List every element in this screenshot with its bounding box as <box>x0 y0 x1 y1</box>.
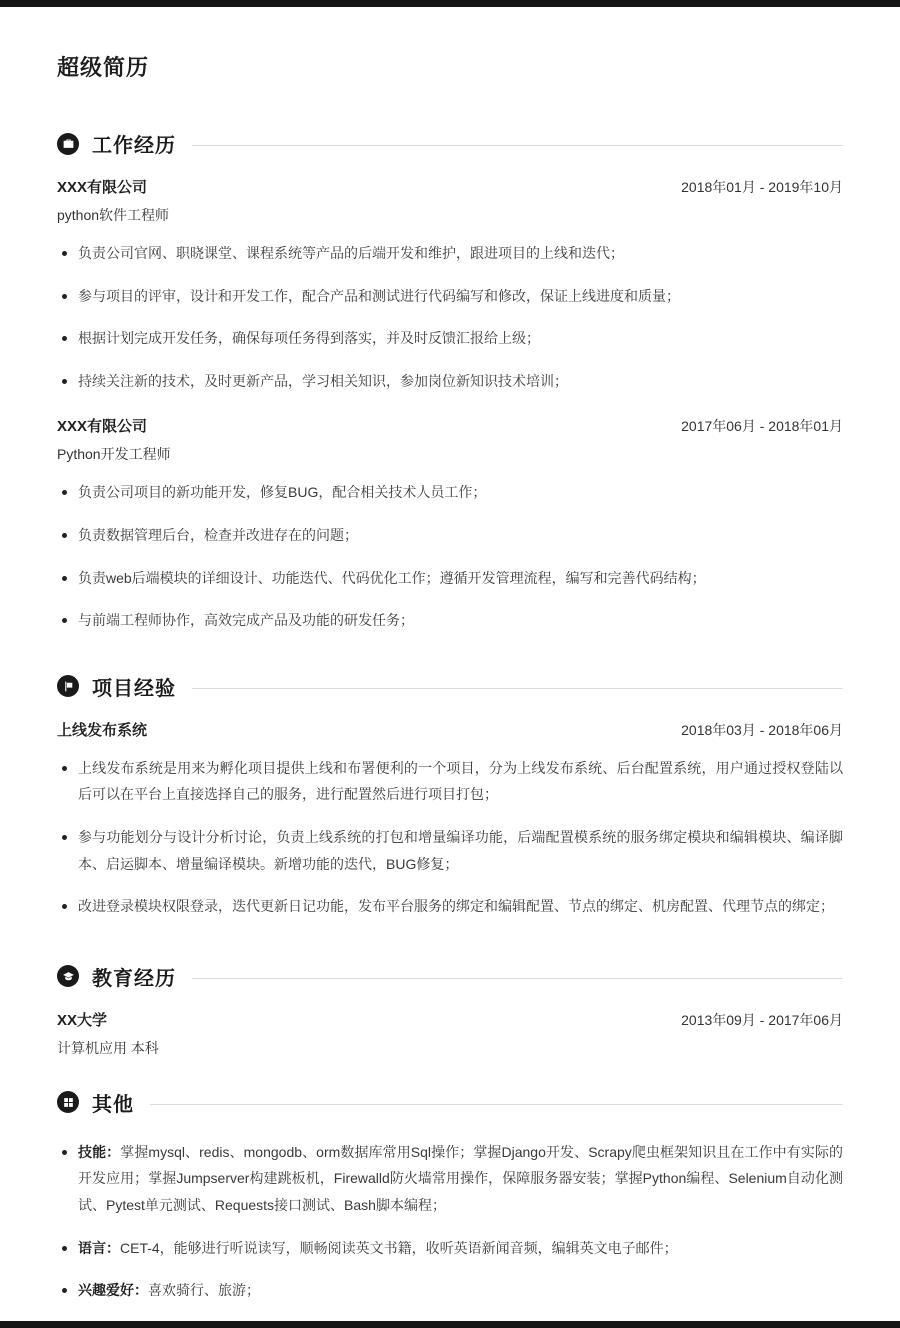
section-title-other: 其他 <box>92 1093 134 1116</box>
project-bullet: 上线发布系统是用来为孵化项目提供上线和布署便利的一个项目，分为上线发布系统、后台配置系统，用户通过授权登陆以后可以在平台上直接选择自己的服务，进行配置然后进行项目打包； <box>57 755 843 808</box>
work-bullet-list <box>57 240 843 394</box>
resume-content <box>0 51 900 1304</box>
other-bullet-language <box>57 1235 843 1262</box>
project-bullet-list <box>57 755 843 920</box>
work-bullet: 持续关注新的技术，及时更新产品，学习相关知识，参加岗位新知识技术培训； <box>57 368 843 395</box>
section-rule <box>150 1104 843 1105</box>
resume-title: 超级简历 <box>57 55 150 80</box>
other-bullet-label: 兴趣爱好： <box>78 1282 148 1299</box>
work-bullet: 负责数据管理后台，检查并改进存在的问题； <box>57 522 843 549</box>
section-rule <box>192 145 843 146</box>
project-name: 上线发布系统 <box>57 721 148 739</box>
education-entry-header <box>57 1009 843 1030</box>
section-header-project <box>57 672 843 701</box>
project-entry-header <box>57 719 843 740</box>
work-entry <box>57 415 843 633</box>
work-entry-header <box>57 415 843 436</box>
other-bullet-hobbies <box>57 1277 843 1304</box>
other-bullet-list <box>57 1139 843 1304</box>
page-bottom-bar <box>0 1321 900 1328</box>
section-title-work: 工作经历 <box>92 135 176 157</box>
school-name: XX大学 <box>57 1011 108 1029</box>
section-header-education <box>57 962 843 991</box>
section-header-other <box>57 1088 843 1117</box>
work-bullet: 负责web后端模块的详细设计、功能迭代、代码优化工作；遵循开发管理流程，编写和完善代码结构； <box>57 565 843 592</box>
education-entry <box>57 1009 843 1058</box>
job-title: Python开发工程师 <box>57 446 171 463</box>
work-date-range: 2017年06月 - 2018年01月 <box>681 418 843 435</box>
grid-icon <box>57 1091 79 1113</box>
company-name: XXX有限公司 <box>57 179 148 196</box>
briefcase-icon <box>57 133 79 155</box>
work-bullet-list <box>57 479 843 633</box>
section-header-work <box>57 129 843 158</box>
work-date-range: 2018年01月 - 2019年10月 <box>681 179 843 195</box>
section-rule <box>192 978 843 979</box>
other-bullet-skills <box>57 1139 843 1219</box>
project-date-range: 2018年03月 - 2018年06月 <box>681 721 843 738</box>
section-rule <box>192 688 843 689</box>
work-bullet: 负责公司项目的新功能开发，修复BUG，配合相关技术人员工作； <box>57 479 843 506</box>
other-bullet-label: 技能： <box>78 1143 121 1160</box>
company-name: XXX有限公司 <box>57 418 148 436</box>
section-title-project: 项目经验 <box>92 677 176 700</box>
section-title-education: 教育经历 <box>92 967 176 990</box>
project-bullet: 改进登录模块权限登录，迭代更新日记功能，发布平台服务的绑定和编辑配置、节点的绑定、机房配置、代理节点的绑定； <box>57 893 843 920</box>
flag-icon <box>57 675 79 697</box>
work-bullet: 负责公司官网、职晓课堂、课程系统等产品的后端开发和维护，跟进项目的上线和迭代； <box>57 240 843 267</box>
page-top-bar <box>0 0 900 7</box>
education-date-range: 2013年09月 - 2017年06月 <box>681 1011 843 1028</box>
project-entry <box>57 719 843 920</box>
graduation-cap-icon <box>57 965 79 987</box>
work-bullet: 与前端工程师协作，高效完成产品及功能的研发任务； <box>57 607 843 634</box>
other-bullet-label: 语言： <box>78 1239 120 1256</box>
education-detail: 计算机应用 本科 <box>57 1039 159 1056</box>
work-bullet: 根据计划完成开发任务，确保每项任务得到落实，并及时反馈汇报给上级； <box>57 325 843 352</box>
other-bullet-text: 掌握mysql、redis、mongodb、orm数据库常用Sql操作；掌握Django开发、Scrapy爬虫框架知识且在工作中有实际的开发应用；掌握Jumpserver构建跳板机，Firewalld防火墙常用操作，保障服务器安装；掌握Python编程、Selenium自动化测试、Pytest单元测试、Requests接口测试、Bash脚本编程； <box>78 1143 844 1213</box>
work-entry-header <box>57 176 843 197</box>
work-entry <box>57 176 843 394</box>
other-bullet-text: 喜欢骑行、旅游； <box>148 1282 260 1299</box>
work-bullet: 参与项目的评审，设计和开发工作，配合产品和测试进行代码编写和修改，保证上线进度和质量； <box>57 283 843 310</box>
project-bullet: 参与功能划分与设计分析讨论，负责上线系统的打包和增量编译功能，后端配置模系统的服务绑定模块和编辑模块、编译脚本、启运脚本、增量编译模块。新增功能的迭代，BUG修复； <box>57 824 843 877</box>
job-title: python软件工程师 <box>57 207 170 223</box>
other-bullet-text: CET-4，能够进行听说读写，顺畅阅读英文书籍，收听英语新闻音频，编辑英文电子邮件； <box>120 1239 678 1256</box>
